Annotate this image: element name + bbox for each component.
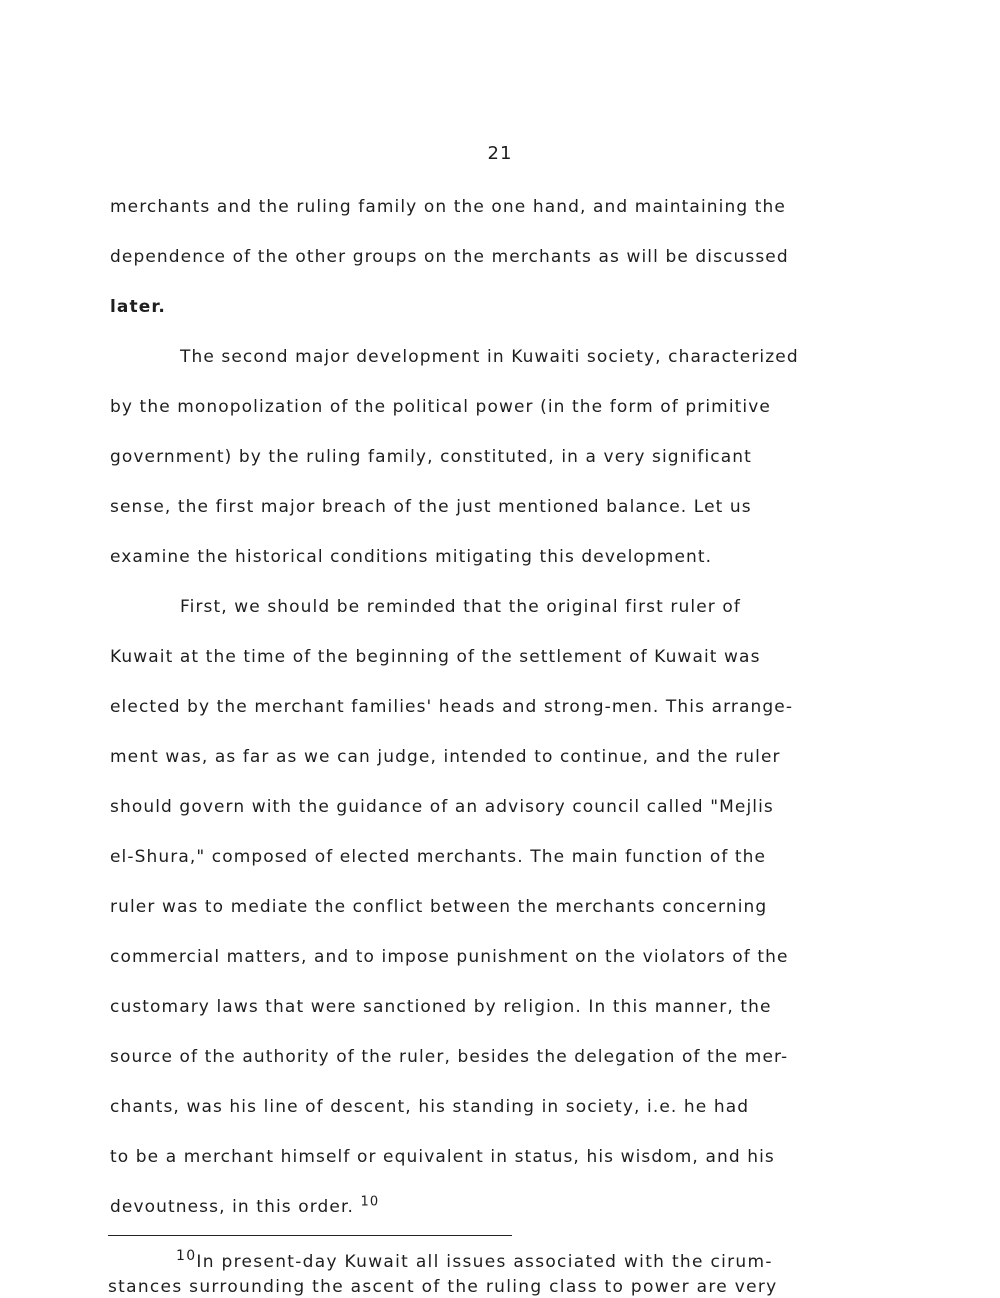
footnote-text: In present-day Kuwait all issues associated with the cirum- — [196, 1252, 773, 1272]
text-line: elected by the merchant families' heads and strong-men. This arrange- — [110, 697, 794, 717]
text-line: ment was, as far as we can judge, intended to continue, and the ruler — [110, 747, 781, 767]
text-line: commercial matters, and to impose punishment on the violators of the — [110, 947, 789, 967]
text-line-last — [110, 1196, 379, 1218]
text-line: merchants and the ruling family on the one hand, and maintaining the — [110, 197, 786, 217]
text-line: dependence of the other groups on the merchants as will be discussed — [110, 247, 789, 267]
text-line: customary laws that were sanctioned by religion. In this manner, the — [110, 997, 772, 1017]
text-line: by the monopolization of the political power (in the form of primitive — [110, 397, 771, 417]
text-line: examine the historical conditions mitigating this development. — [110, 547, 713, 567]
page-number: 21 — [487, 143, 513, 164]
footnote-line: stances surrounding the ascent of the ruling class to power are very — [108, 1277, 778, 1297]
footnote-divider — [108, 1235, 512, 1236]
text-line: First, we should be reminded that the original first ruler of — [180, 597, 741, 617]
footnote-number: 10 — [176, 1248, 197, 1264]
text-line: should govern with the guidance of an advisory council called "Mejlis — [110, 797, 774, 817]
footnote-reference: 10 — [360, 1194, 380, 1210]
text-line: chants, was his line of descent, his standing in society, i.e. he had — [110, 1097, 750, 1117]
footnote-line — [176, 1248, 773, 1274]
text-line: ruler was to mediate the conflict between the merchants concerning — [110, 897, 768, 917]
text-line: The second major development in Kuwaiti society, characterized — [180, 347, 799, 367]
text-line: Kuwait at the time of the beginning of the settlement of Kuwait was — [110, 647, 761, 667]
text-line: government) by the ruling family, constituted, in a very significant — [110, 447, 752, 467]
text-line: el-Shura," composed of elected merchants. The main function of the — [110, 847, 767, 867]
text-line: to be a merchant himself or equivalent in status, his wisdom, and his — [110, 1147, 775, 1167]
text-line: devoutness, in this order. — [110, 1197, 355, 1217]
text-line: source of the authority of the ruler, besides the delegation of the mer- — [110, 1047, 789, 1067]
text-line: later. — [110, 297, 166, 317]
text-line: sense, the first major breach of the just mentioned balance. Let us — [110, 497, 752, 517]
